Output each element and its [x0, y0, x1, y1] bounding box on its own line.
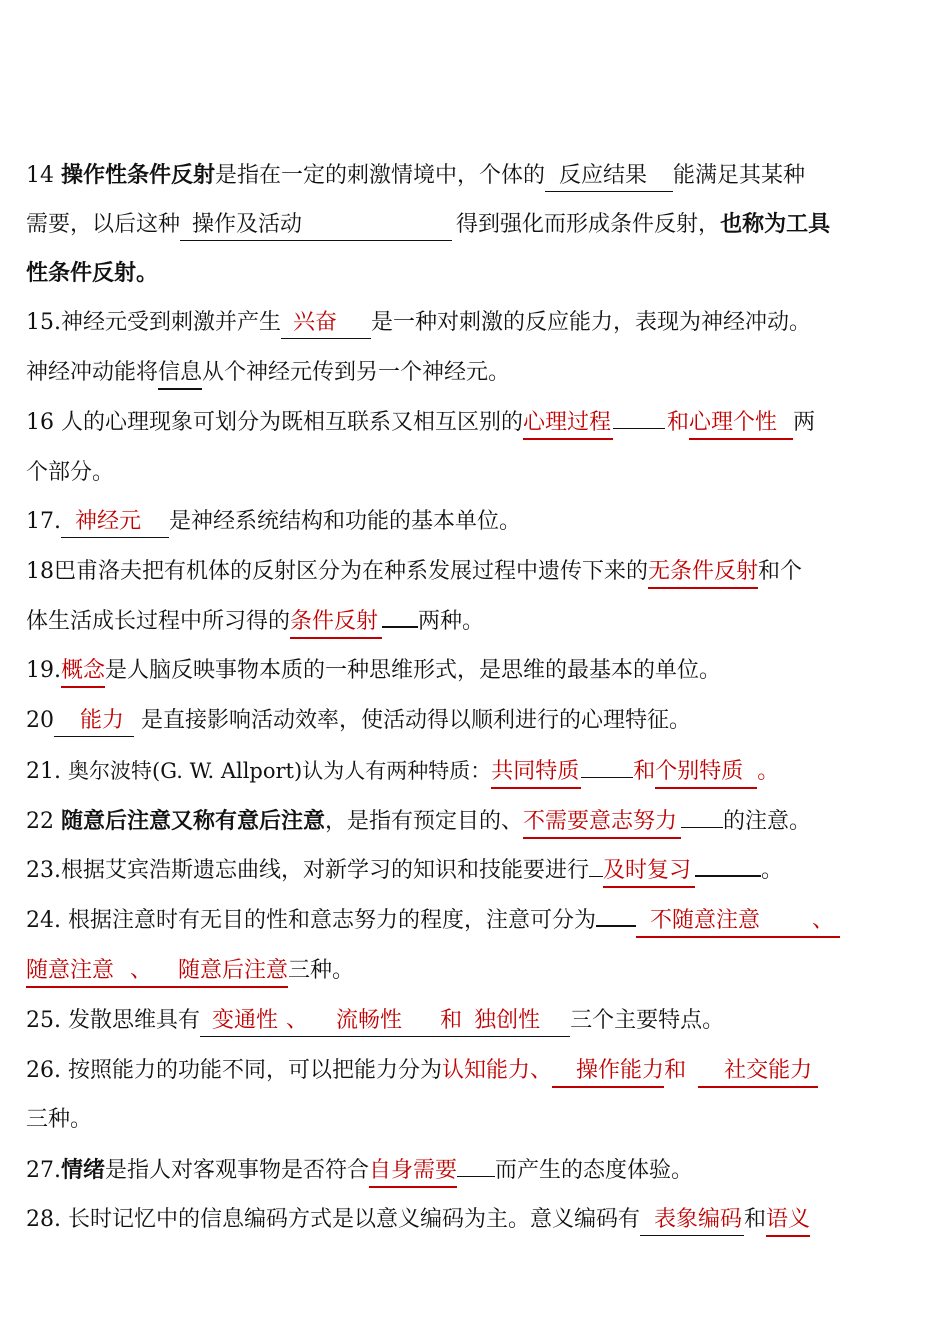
q15-text-2: 是一种对刺激的反应能力，表现为神经冲动。 [371, 310, 812, 335]
q21-answer-1: 共同特质 [491, 757, 581, 789]
q24-sep-1: 、 [812, 906, 840, 938]
q21-text-1: 奥尔波特(G. W. Allport)认为人有两种特质： [68, 759, 492, 783]
q15-line-1 [26, 304, 926, 342]
q27-term: 情绪 [61, 1157, 106, 1183]
q25-number: 25. [26, 1008, 61, 1033]
q26-sep-1: 、 [530, 1058, 553, 1083]
q24-text-2: 三种。 [288, 958, 355, 983]
q27-text-1: 是指人对客观事物是否符合 [105, 1158, 370, 1183]
q23-line-1 [26, 852, 926, 890]
q17-number: 17. [26, 509, 61, 534]
q27-text-2: 而产生的态度体验。 [495, 1158, 694, 1183]
q14-text-2: 能满足其某种 [673, 163, 806, 188]
q14-line-3 [26, 254, 926, 292]
q19-line-1 [26, 652, 926, 690]
q18-text-1: 巴甫洛夫把有机体的反射区分为在种系发展过程中遗传下来的 [54, 559, 649, 584]
q25-answer-2: 流畅性 [336, 1006, 440, 1037]
q16-answer-2: 心理个性 [689, 408, 793, 440]
q16-blank-1 [613, 428, 665, 429]
q15-line-2 [26, 354, 926, 392]
q28-text-2: 和 [744, 1207, 767, 1232]
q16-text-4: 个部分。 [26, 460, 115, 485]
q14-text-3: 需要，以后这种 [26, 212, 181, 237]
q27-number: 27. [26, 1158, 61, 1183]
q22-line-1 [26, 802, 926, 840]
q26-number: 26. [26, 1058, 61, 1083]
q27-answer-1: 自身需要 [369, 1156, 457, 1188]
q24-sep-2: 、 [130, 956, 178, 988]
q19-text-1: 是人脑反映事物本质的一种思维形式，是思维的最基本的单位。 [105, 658, 722, 683]
q14-text-4: 得到强化 [456, 212, 545, 237]
q24-blank-1 [596, 925, 636, 927]
q14-term-2: 也称为工具 [720, 211, 831, 237]
q25-text-3: 三个主要特点。 [570, 1008, 725, 1033]
q14-line-2 [26, 205, 926, 243]
q21-answer-2: 个别特质 [655, 757, 757, 789]
q25-answer-3: 独创性 [474, 1006, 570, 1037]
q18-line-1 [26, 553, 926, 591]
q18-number: 18 [26, 559, 54, 584]
q25-sep-1: 、 [286, 1006, 336, 1037]
q21-blank-1 [581, 777, 633, 778]
q18-line-2 [26, 603, 926, 641]
q24-line-1 [26, 902, 926, 940]
q23-number: 23. [26, 858, 61, 883]
q23-text-2: 。 [761, 858, 784, 883]
q17-answer-1: 神经元 [61, 507, 169, 538]
q18-text-2: 和个 [758, 559, 803, 584]
q26-answer-1: 认知能力 [442, 1058, 531, 1083]
q24-text-1: 根据注意时有无目的性和意志努力的程度，注意可分为 [68, 908, 597, 933]
q22-text-2: 的注意。 [723, 809, 812, 834]
q25-line-1 [26, 1002, 926, 1040]
q15-text-3: 神经冲动能将 [26, 360, 159, 385]
q18-answer-1: 无条件反射 [648, 557, 758, 589]
q16-line-1 [26, 404, 926, 442]
q14-term: 操作性条件反射 [61, 162, 216, 188]
q14-term-2b: 性条件反射。 [26, 260, 159, 286]
q26-answer-2: 操作能力 [552, 1056, 664, 1088]
q15-number: 15. [26, 310, 61, 335]
q15-text-1: 神经元受到刺激并产生 [61, 310, 282, 335]
q19-number: 19. [26, 658, 61, 683]
q14-text-5: 而形成条件反射， [544, 212, 721, 237]
q24-number: 24. [26, 908, 61, 933]
q28-text-1: 长时记忆中的信息编码方式是以意义编码为主。意义编码有 [68, 1207, 641, 1232]
q20-answer-1: 能力 [54, 706, 134, 737]
q20-text-1: 是直接影响活动效率，使活动得以顺利进行的心理特征。 [141, 708, 692, 733]
q18-text-4: 两种。 [418, 609, 485, 634]
q24-answer-3: 随意后注意 [178, 956, 288, 988]
q26-line-1 [26, 1052, 926, 1090]
q23-blank-1 [589, 876, 603, 877]
q24-line-2 [26, 952, 926, 990]
q18-blank-2 [382, 626, 418, 628]
q21-line-1 [26, 752, 926, 790]
q14-answer-2: 操作及活动 [180, 210, 452, 241]
q22-term: 随意后注意又称有意后注意 [61, 808, 326, 834]
q20-number: 20 [26, 708, 54, 733]
q17-line-1 [26, 503, 926, 541]
q26-answer-3: 社交能力 [698, 1056, 818, 1088]
q21-text-2: 和 [633, 759, 656, 784]
q28-answer-1: 表象编码 [640, 1205, 744, 1236]
q20-line-1 [26, 702, 926, 740]
q26-text-1: 按照能力的功能不同，可以把能力分为 [68, 1058, 443, 1083]
q22-blank-1 [681, 827, 723, 828]
q28-number: 28. [26, 1207, 61, 1232]
q28-answer-2: 语义 [766, 1205, 810, 1237]
q23-text-1: 根据艾宾浩斯遗忘曲线，对新学习的知识和技能要进行 [61, 858, 590, 883]
q15-answer-2: 信息 [158, 358, 202, 390]
q16-text-1: 人的心理现象可划分为既相互联系又相互区别的 [61, 410, 524, 435]
q16-answer-1: 心理过程 [523, 408, 613, 440]
q14-number: 14 [26, 163, 54, 188]
q23-blank-2 [695, 875, 761, 877]
q18-text-3: 体生活成长过程中所习得的 [26, 609, 291, 634]
q28-line-1 [26, 1201, 926, 1239]
q15-answer-1: 兴奋 [281, 308, 371, 339]
q26-text-3: 三种。 [26, 1107, 93, 1132]
q14-line-1 [26, 156, 926, 194]
q17-text-1: 是神经系统结构和功能的基本单位。 [169, 509, 522, 534]
q25-text-2: 和 [440, 1006, 474, 1037]
q27-line-1 [26, 1151, 926, 1189]
q24-answer-2: 随意注意 [26, 956, 130, 988]
q21-number: 21. [26, 759, 61, 784]
q27-blank-1 [457, 1176, 495, 1177]
q15-text-4: 从个神经元传到另一个神经元。 [202, 360, 511, 385]
q22-answer-1: 不需要意志努力 [523, 807, 681, 839]
q14-text-1: 是指在一定的刺激情境中，个体的 [215, 163, 546, 188]
q16-line-2 [26, 454, 926, 492]
q26-line-2 [26, 1101, 926, 1139]
q24-answer-1: 不随意注意 [636, 906, 812, 938]
q16-text-2: 和 [667, 410, 690, 435]
q19-answer-1: 概念 [61, 656, 105, 688]
q26-text-2: 和 [664, 1058, 687, 1083]
q22-number: 22 [26, 809, 54, 834]
q14-answer-1: 反应结果 [545, 161, 673, 192]
q22-text-1: ，是指有预定目的、 [325, 809, 524, 834]
q16-number: 16 [26, 410, 54, 435]
q25-text-1: 发散思维具有 [68, 1008, 201, 1033]
q25-answer-1: 变通性 [200, 1006, 286, 1037]
q23-answer-1: 及时复习 [603, 856, 695, 888]
q21-text-3: 。 [757, 759, 780, 784]
q18-answer-2: 条件反射 [290, 607, 382, 639]
q16-text-3: 两 [793, 410, 816, 435]
